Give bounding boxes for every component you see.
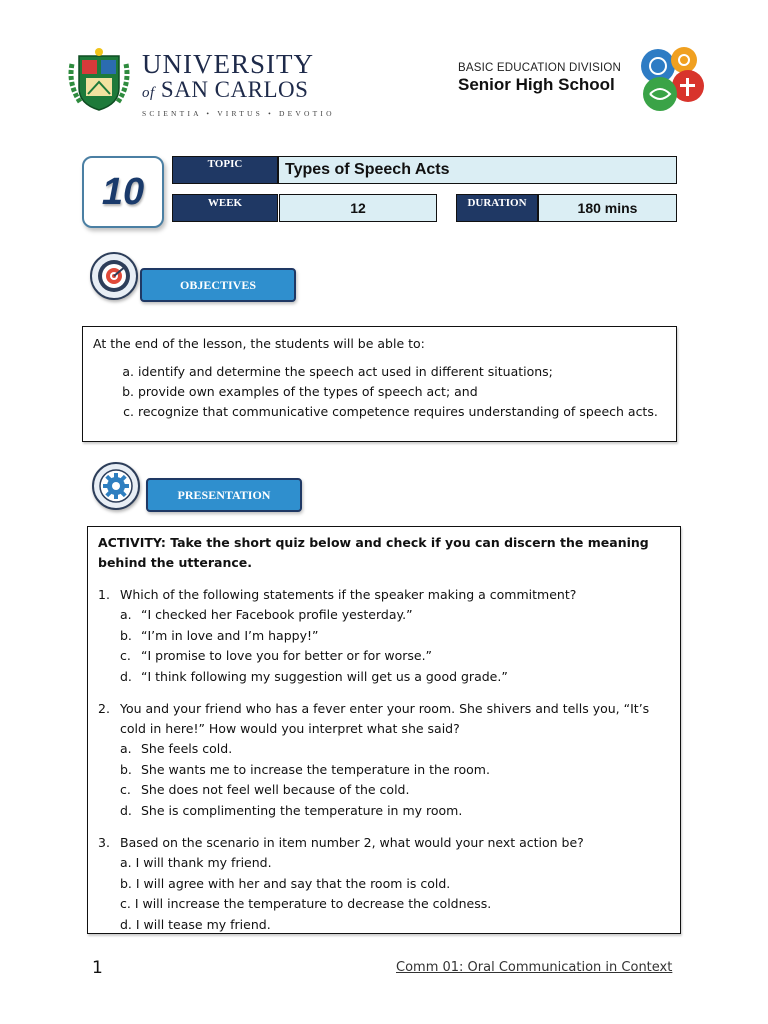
university-name bbox=[142, 50, 335, 118]
question-text: Based on the scenario in item number 2, what would your next action be? bbox=[120, 835, 584, 850]
answer-option: d. “I think following my suggestion will get us a good grade.” bbox=[120, 668, 508, 684]
gear-icon bbox=[92, 462, 140, 510]
objective-item: a. identify and determine the speech act used in different situations; bbox=[138, 362, 666, 382]
university-line1: UNIVERSITY bbox=[142, 49, 314, 79]
answer-option: c. She does not feel well because of the cold. bbox=[120, 782, 410, 797]
course-footer: Comm 01: Oral Communication in Context bbox=[396, 960, 673, 975]
division-name: BASIC EDUCATION DIVISION bbox=[458, 62, 622, 74]
university-motto: SCIENTIA • VIRTUS • DEVOTIO bbox=[142, 109, 335, 118]
question-number: 3. bbox=[98, 835, 110, 850]
answer-option: c. I will increase the temperature to decrease the coldness. bbox=[120, 896, 492, 911]
usc-seal-logo bbox=[66, 44, 132, 116]
objective-item: c. recognize that communicative competence requires understanding of speech acts. bbox=[138, 402, 666, 422]
duration-label: DURATION bbox=[456, 194, 538, 222]
week-value: 12 bbox=[279, 194, 437, 222]
page-number: 1 bbox=[92, 958, 103, 978]
school-name: Senior High School bbox=[458, 75, 615, 94]
quiz-question bbox=[98, 585, 670, 687]
objectives-header: OBJECTIVES bbox=[140, 268, 296, 302]
topic-label: TOPIC bbox=[172, 156, 278, 184]
division-title bbox=[458, 62, 621, 95]
quiz-question bbox=[98, 833, 670, 934]
topic-value: Types of Speech Acts bbox=[278, 156, 677, 184]
lesson-number-box bbox=[82, 156, 164, 228]
answer-option: c. “I promise to love you for better or for worse.” bbox=[120, 648, 433, 663]
objectives-intro: At the end of the lesson, the students will be able to: bbox=[93, 336, 425, 351]
objectives-list bbox=[93, 362, 666, 422]
answer-option: a. “I checked her Facebook profile yesterday.” bbox=[120, 607, 413, 622]
target-icon bbox=[90, 252, 138, 300]
lesson-number: 10 bbox=[101, 170, 145, 213]
answer-option: b. I will agree with her and say that the room is cold. bbox=[120, 875, 451, 891]
objectives-box bbox=[82, 326, 677, 442]
question-text: You and your friend who has a fever enter your room. She shivers and tells you, “It’s cold in here!” How would you interpret what she said? bbox=[120, 701, 650, 736]
answer-option: d. She is complimenting the temperature in my room. bbox=[120, 802, 463, 818]
answer-option: d. I will tease my friend. bbox=[120, 916, 271, 932]
university-line2: of SAN CARLOS bbox=[142, 77, 309, 102]
answer-option: b. “I’m in love and I’m happy!” bbox=[120, 627, 319, 643]
question-number: 2. bbox=[98, 701, 110, 716]
quiz-question bbox=[98, 699, 670, 821]
answer-option: b. She wants me to increase the temperature in the room. bbox=[120, 761, 490, 777]
activity-box bbox=[87, 526, 681, 934]
duration-value: 180 mins bbox=[538, 194, 677, 222]
week-label: WEEK bbox=[172, 194, 278, 222]
objective-item: b. provide own examples of the types of speech act; and bbox=[138, 382, 666, 402]
activity-instruction: ACTIVITY: Take the short quiz below and check if you can discern the meaning behind the utterance. bbox=[98, 535, 649, 570]
answer-option: a. I will thank my friend. bbox=[120, 855, 272, 870]
question-text: Which of the following statements if the speaker making a commitment? bbox=[120, 587, 577, 602]
answer-option: a. She feels cold. bbox=[120, 741, 233, 756]
question-number: 1. bbox=[98, 587, 110, 602]
presentation-header: PRESENTATION bbox=[146, 478, 302, 512]
shs-logo bbox=[636, 44, 708, 116]
